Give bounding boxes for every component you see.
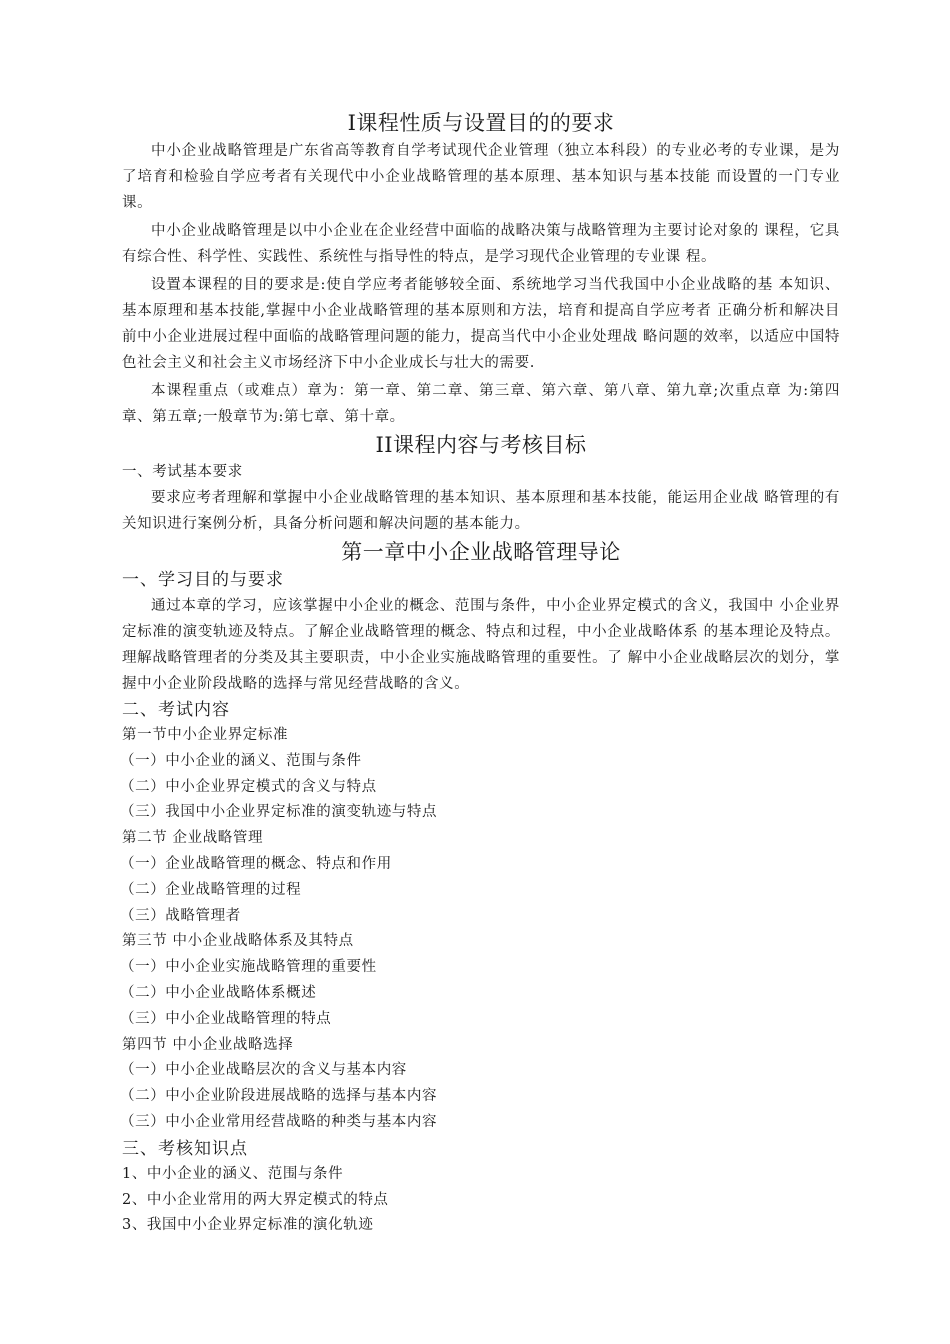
part1-title: I课程性质与设置目的的要求 [347,111,615,135]
document-body [122,108,840,1239]
learning-goals-paragraph: 通过本章的学习，应该掌握中小企业的概念、范围与条件，中小企业界定模式的含义，我国中 小企业界定标准的演变轨迹及特点。了解企业战略管理的概念、特点和过程，中小企业战略体系 的基本理论及特点。理解战略管理者的分类及其主要职责，中小企业实施战略管理的重要性。了 解中小企业战略层次的划分，掌握中小企业阶段战略的选择与常见经营战略的含义。 [122,598,840,692]
knowledge-points-heading: 三、考核知识点 [122,1138,248,1159]
outline-section-4: 第四节 中小企业战略选择 [122,1036,294,1053]
outline-item: （二）中小企业战略体系概述 [120,984,317,1001]
part1-paragraph-4: 本课程重点（或难点）章为：第一章、第二章、第三章、第六章、第八章、第九章;次重点章 为:第四章、第五章;一般章节为:第七章、第十章。 [122,383,840,425]
part2-title: II课程内容与考核目标 [375,433,587,457]
outline-section-1: 第一节中小企业界定标准 [122,727,289,743]
outline-item: （二）企业战略管理的过程 [120,881,302,898]
basic-requirements-paragraph: 要求应考者理解和掌握中小企业战略管理的基本知识、基本原理和基本技能，能运用企业战 略管理的有关知识进行案例分析，具备分析问题和解决问题的基本能力。 [122,490,840,532]
knowledge-point: 2、中小企业常用的两大界定模式的特点 [122,1191,389,1208]
part1-paragraph-3: 设置本课程的目的要求是:使自学应考者能够较全面、系统地学习当代我国中小企业战略的基 本知识、基本原理和基本技能,掌握中小企业战略管理的基本原则和方法，培育和提高自学应考者 正确分析和解决目前中小企业进展过程中面临的战略管理问题的能力，提高当代中小企业处理战 略问题的效率，以适应中国特色社会主义和社会主义市场经济下中小企业成长与壮大的需要. [122,277,840,371]
outline-item: （三）战略管理者 [120,907,241,924]
knowledge-point: 3、我国中小企业界定标准的演化轨迹 [122,1217,374,1234]
outline-item: （一）中小企业的涵义、范围与条件 [120,752,362,769]
outline-item: （一）企业战略管理的概念、特点和作用 [120,855,392,872]
knowledge-point: 1、中小企业的涵义、范围与条件 [122,1165,344,1182]
learning-goals-heading: 一、学习目的与要求 [122,570,284,590]
outline-item: （二）中小企业界定模式的含义与特点 [120,778,377,795]
basic-requirements-heading: 一、考试基本要求 [122,464,243,480]
outline-item: （三）中小企业常用经营战略的种类与基本内容 [120,1113,438,1130]
exam-content-heading: 二、考试内容 [122,700,230,720]
part1-paragraph-2: 中小企业战略管理是以中小企业在企业经营中面临的战略决策与战略管理为主要讨论对象的 课程，它具有综合性、科学性、实践性、系统性与指导性的特点，是学习现代企业管理的专业课 程。 [122,223,840,265]
outline-item: （二）中小企业阶段进展战略的选择与基本内容 [120,1088,438,1105]
outline-section-3: 第三节 中小企业战略体系及其特点 [122,933,354,950]
outline-item: （一）中小企业实施战略管理的重要性 [120,959,377,976]
outline-item: （三）我国中小企业界定标准的演变轨迹与特点 [120,804,438,821]
outline-section-2: 第二节 企业战略管理 [122,830,264,847]
part1-paragraph-1: 中小企业战略管理是广东省高等教育自学考试现代企业管理（独立本科段）的专业必考的专业课，是为了培育和检验自学应考者有关现代中小企业战略管理的基本原理、基本知识与基本技能 而设置的一门专业课。 [122,143,840,211]
knowledge-points-list [122,1162,840,1239]
outline-item: （三）中小企业战略管理的特点 [120,1010,332,1027]
outline-item: （一）中小企业战略层次的含义与基本内容 [120,1062,407,1079]
chapter1-title: 第一章中小企业战略管理导论 [341,540,621,564]
exam-outline [122,723,840,1136]
